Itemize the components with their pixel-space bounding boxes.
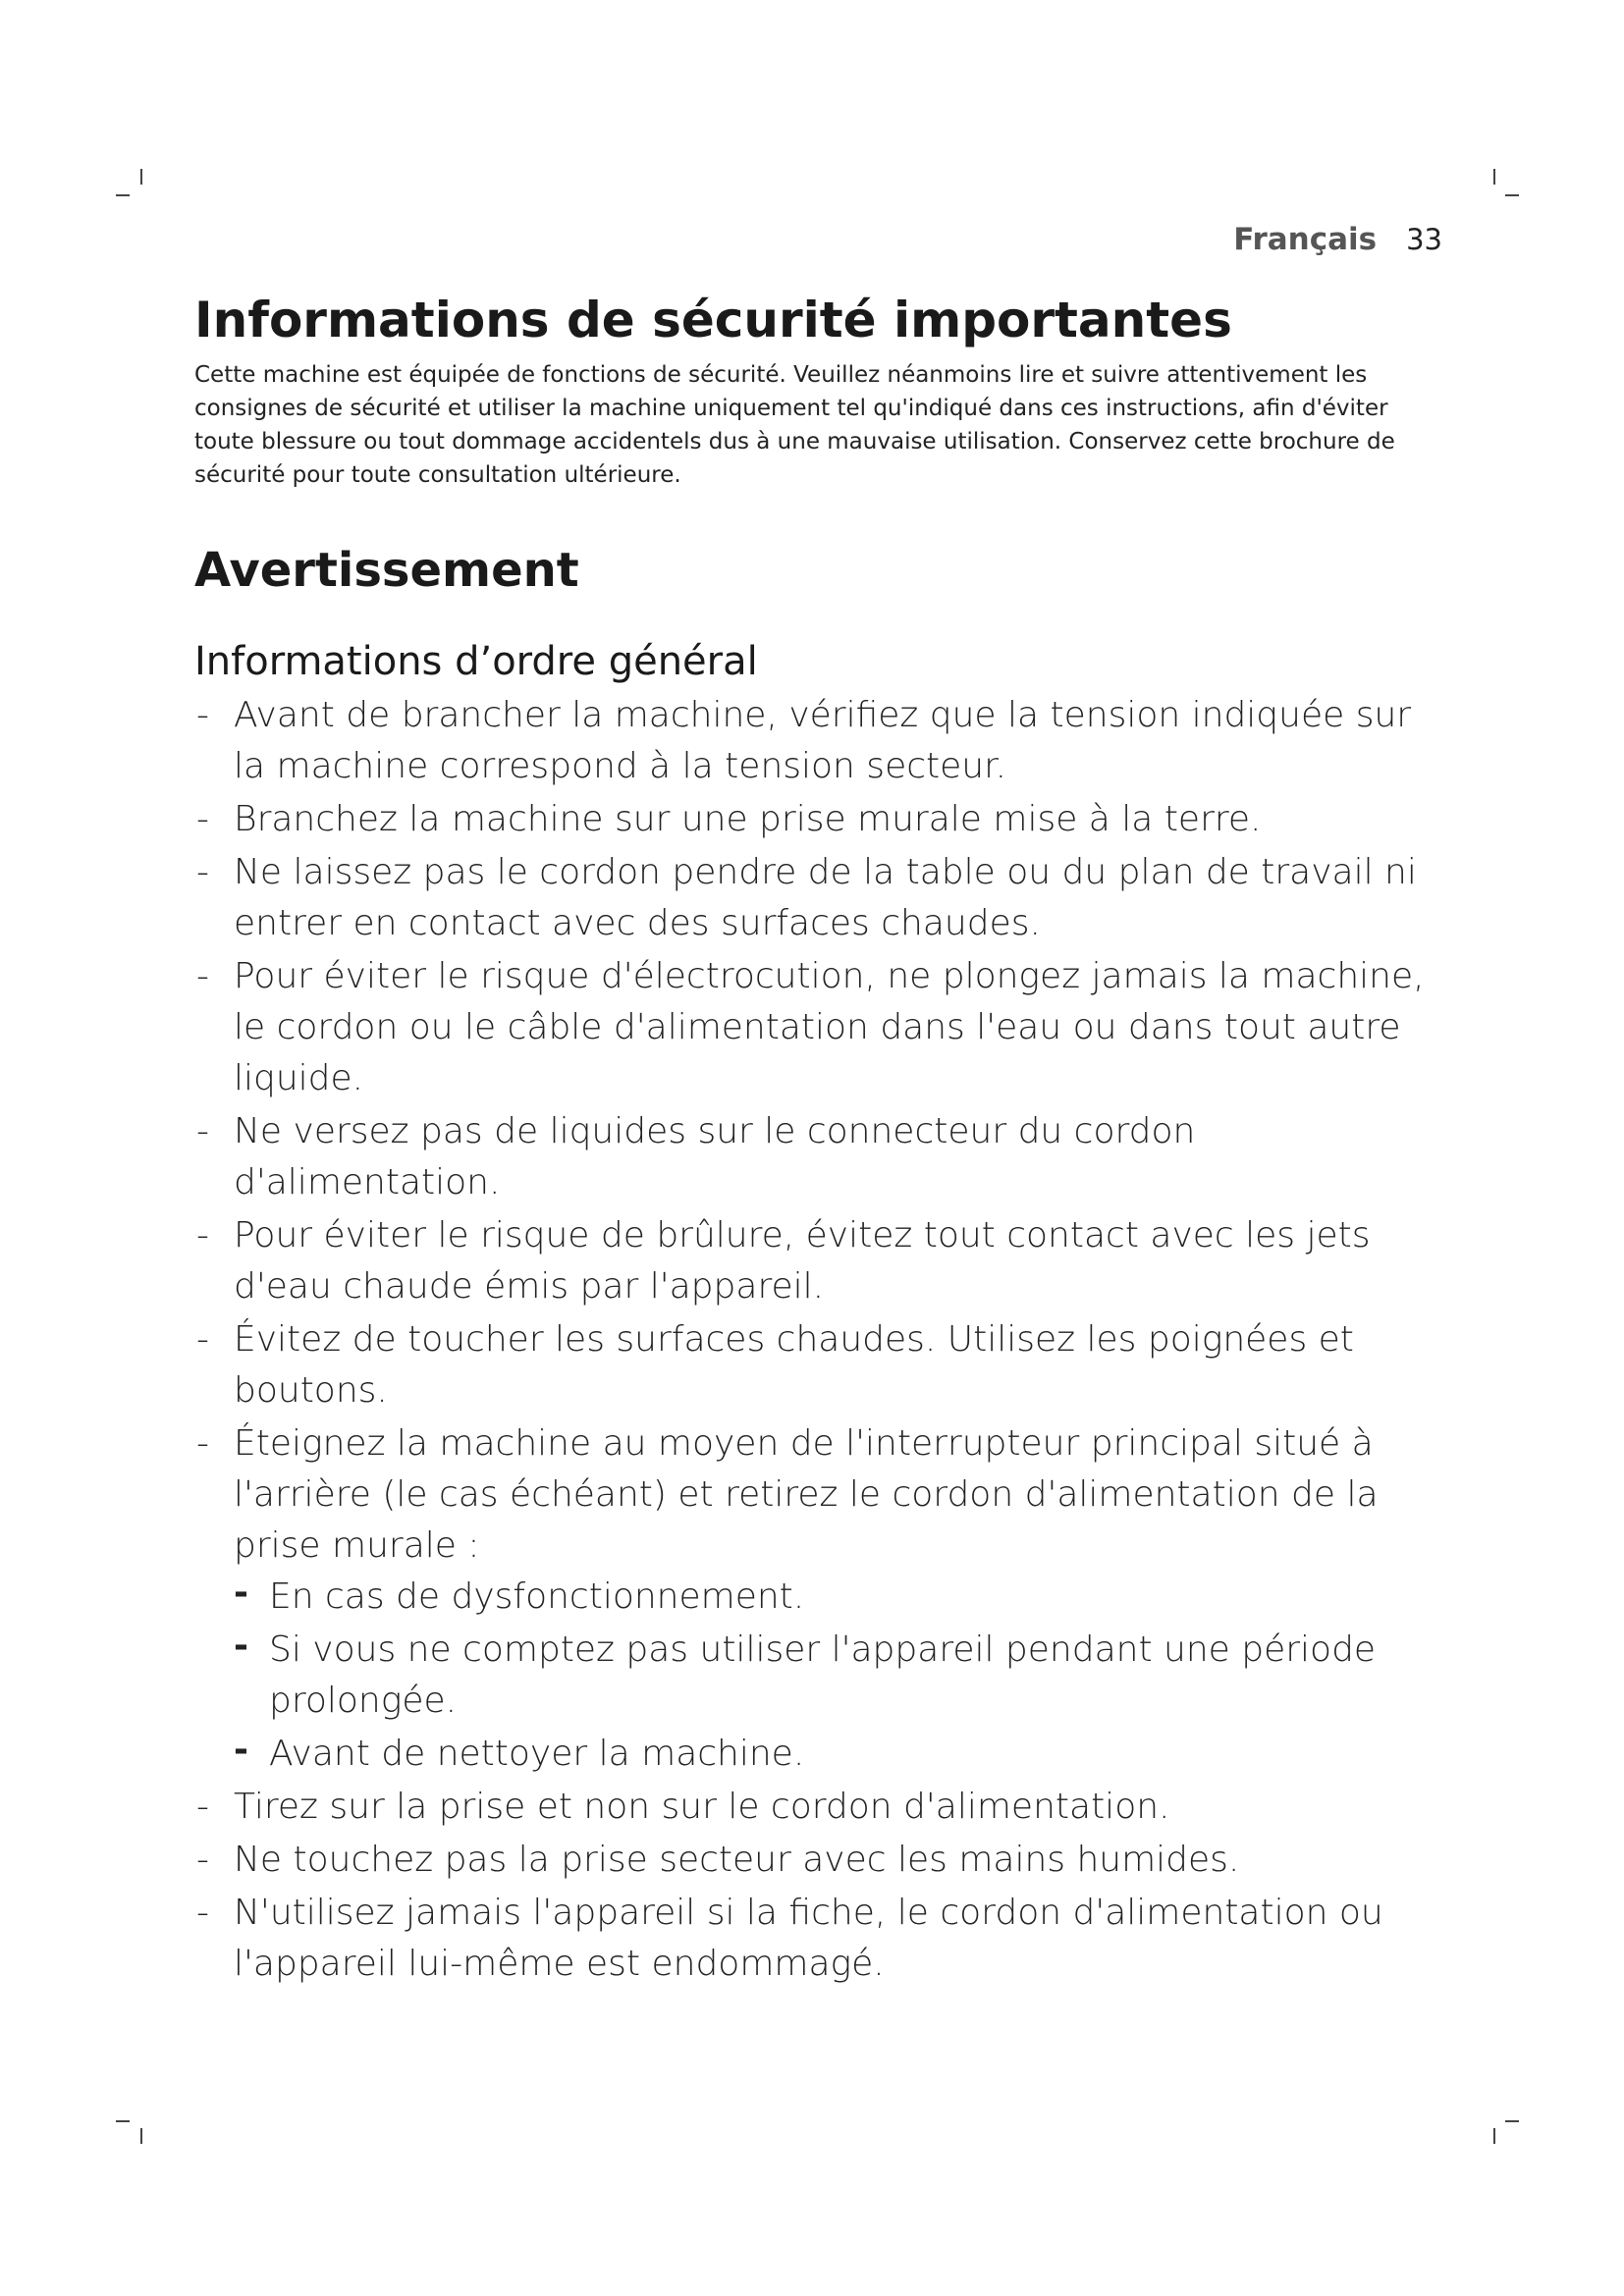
list-item-text: Tirez sur la prise et non sur le cordon d'alimentation. [234, 1787, 1170, 1827]
crop-mark-bottom-left-h [116, 2120, 130, 2122]
sub-list-item-text: Avant de nettoyer la machine. [269, 1734, 805, 1774]
bullet-dash: - [196, 799, 209, 839]
sub-list-item-text: En cas de dysfonctionnement. [269, 1576, 805, 1617]
sub-bullet-dash: - [234, 1730, 248, 1770]
bullet-dash: - [196, 1787, 209, 1827]
sub-list-item [234, 1625, 1441, 1727]
list-item-text: Avant de brancher la machine, vérifiez que la tension indiquée sur la machine correspond à la tension secteur. [234, 695, 1412, 786]
page-number: 33 [1406, 223, 1442, 256]
bullet-dash: - [196, 956, 209, 996]
warning-heading: Avertissement [194, 543, 579, 598]
crop-mark-bottom-right-v [1493, 2128, 1495, 2144]
sub-list-item-text: Si vous ne comptez pas utiliser l'appareil pendant une période prolongée. [269, 1629, 1377, 1721]
crop-mark-bottom-left-v [140, 2128, 142, 2144]
bullet-dash: - [196, 852, 209, 892]
list-item [194, 1314, 1441, 1416]
list-item-text: Ne laissez pas le cordon pendre de la table ou du plan de travail ni entrer en contact avec des surfaces chaudes. [234, 852, 1417, 943]
bullet-dash: - [196, 1893, 209, 1933]
crop-mark-bottom-right-h [1505, 2120, 1519, 2122]
list-item [194, 1210, 1441, 1312]
list-item-text: Évitez de toucher les surfaces chaudes. Utilisez les poignées et boutons. [234, 1319, 1354, 1411]
list-item-text: Pour éviter le risque d'électrocution, ne plongez jamais la machine, le cordon ou le câble d'alimentation dans l'eau ou dans tout autre liquide. [234, 956, 1425, 1098]
list-item [194, 951, 1441, 1104]
list-item [194, 1782, 1441, 1833]
list-item-text: Ne touchez pas la prise secteur avec les mains humides. [234, 1840, 1240, 1880]
list-item [194, 1106, 1441, 1208]
sub-list-item [234, 1729, 1441, 1780]
list-item-text: Ne versez pas de liquides sur le connecteur du cordon d'alimentation. [234, 1111, 1196, 1202]
bullet-dash: - [196, 1423, 209, 1464]
bullet-dash: - [196, 1319, 209, 1360]
page-header [1233, 222, 1442, 257]
crop-mark-top-left-v [140, 169, 142, 185]
language-label: Français [1233, 222, 1378, 257]
list-item-text: N'utilisez jamais l'appareil si la fiche, le cordon d'alimentation ou l'appareil lui-même est endommagé. [234, 1893, 1383, 1984]
list-item [194, 847, 1441, 949]
safety-list [194, 690, 1441, 1990]
general-info-heading: Informations d’ordre général [194, 639, 758, 684]
sub-bullet-dash: - [234, 1626, 248, 1666]
bullet-dash: - [196, 1111, 209, 1151]
sub-bullet-dash: - [234, 1573, 248, 1613]
bullet-dash: - [196, 1840, 209, 1880]
page-content [194, 290, 1441, 1992]
list-item [194, 1418, 1441, 1780]
crop-mark-top-right-v [1493, 169, 1495, 185]
crop-mark-top-left-h [116, 194, 130, 196]
intro-paragraph: Cette machine est équipée de fonctions de sécurité. Veuillez néanmoins lire et suivre attentivement les consignes de sécurité et utiliser la machine uniquement tel qu'indiqué dans ces instructions, afin d'éviter toute blessure ou tout dommage accidentels dus à une mauvaise utilisation. Conservez cette brochure de sécurité pour toute consultation ultérieure. [194, 362, 1395, 488]
list-item [194, 1888, 1441, 1990]
sub-list-item [234, 1572, 1441, 1623]
list-item-text: Éteignez la machine au moyen de l'interrupteur principal situé à l'arrière (le cas échéant) et retirez le cordon d'alimentation de la prise murale : [234, 1423, 1379, 1566]
sub-list [234, 1572, 1441, 1780]
crop-mark-top-right-h [1505, 194, 1519, 196]
list-item-text: Pour éviter le risque de brûlure, évitez tout contact avec les jets d'eau chaude émis par l'appareil. [234, 1215, 1371, 1307]
list-item [194, 794, 1441, 845]
list-item-text: Branchez la machine sur une prise murale mise à la terre. [234, 799, 1262, 839]
list-item [194, 690, 1441, 792]
list-item [194, 1835, 1441, 1886]
page-title: Informations de sécurité importantes [194, 292, 1232, 348]
bullet-dash: - [196, 1215, 209, 1255]
bullet-dash: - [196, 695, 209, 735]
